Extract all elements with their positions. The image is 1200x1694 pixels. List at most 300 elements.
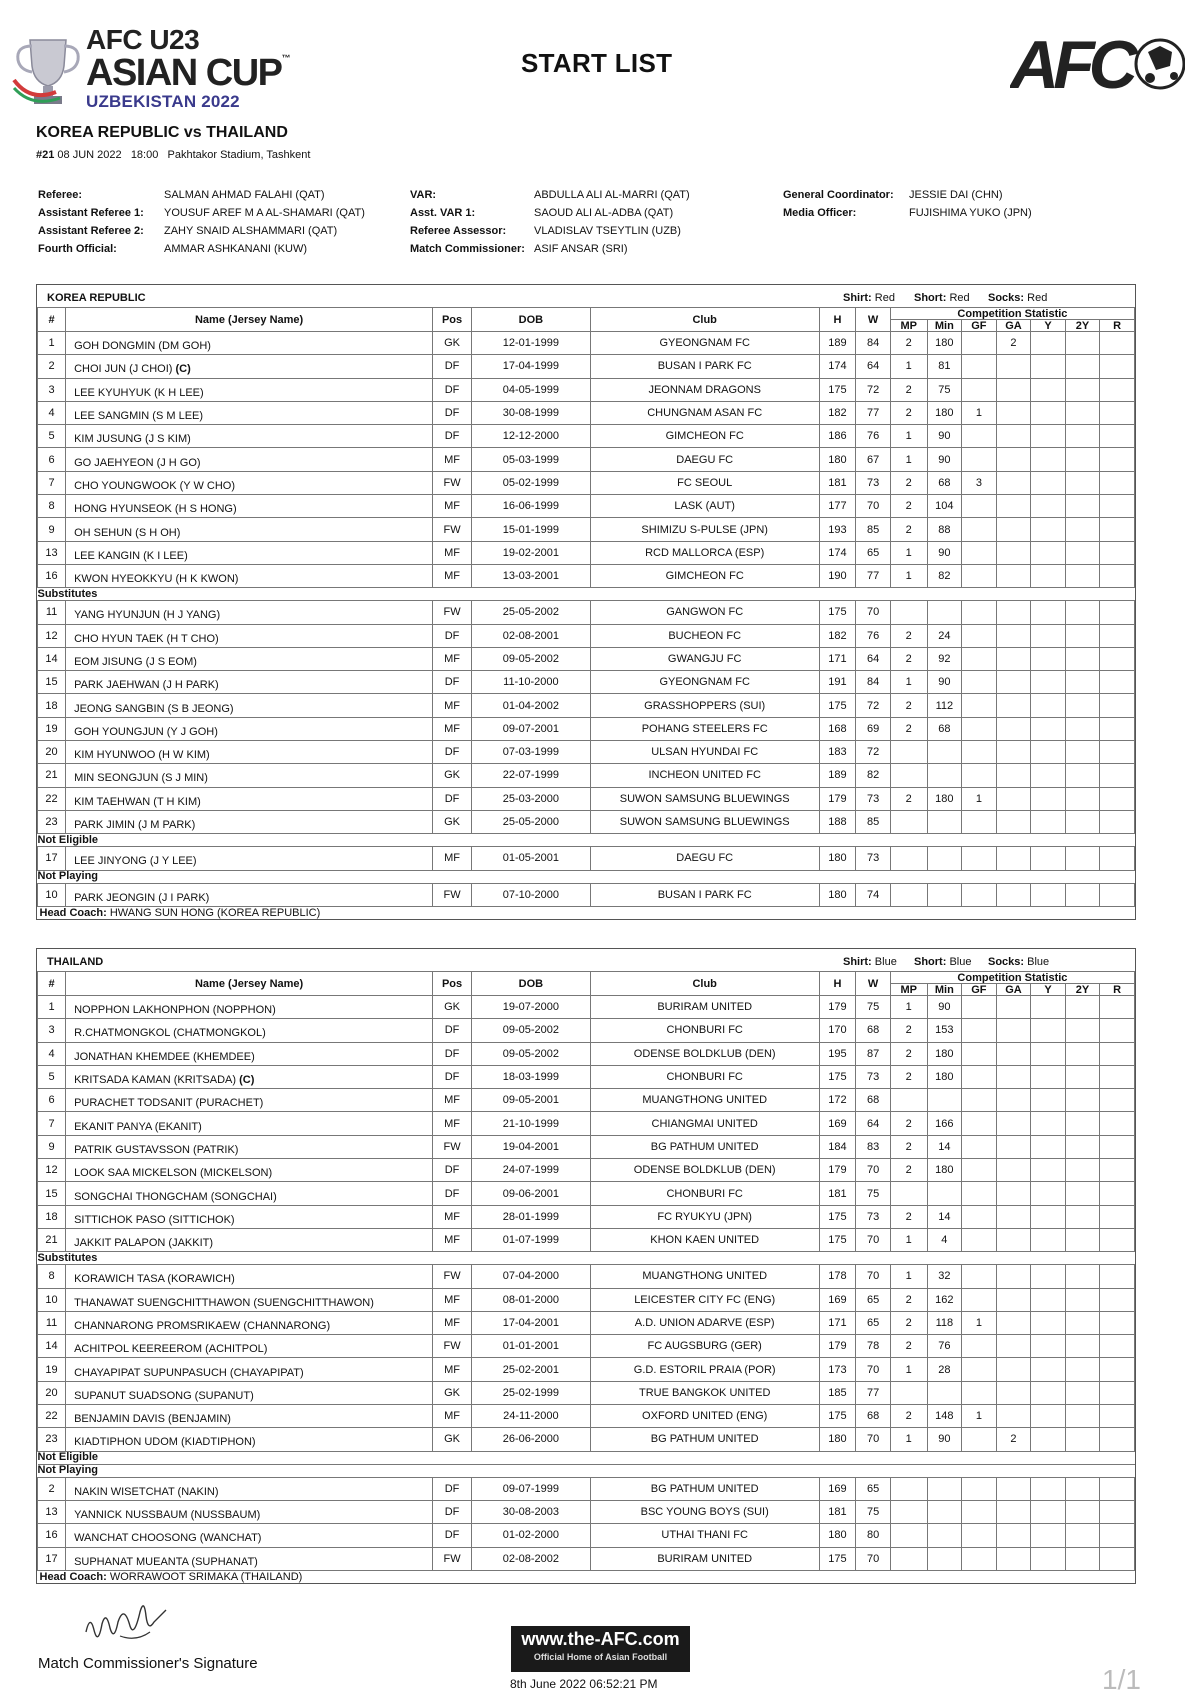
team-header	[37, 285, 1135, 307]
player-dob: 02-08-2001	[472, 624, 591, 647]
player-weight: 73	[856, 847, 891, 870]
player-dob: 24-11-2000	[472, 1405, 591, 1428]
head-coach-name: HWANG SUN HONG (KOREA REPUBLIC)	[109, 907, 321, 920]
player-number: 16	[38, 1524, 66, 1547]
stat-mp: 2	[890, 1159, 927, 1182]
player-name: THANAWAT SUENGCHITTHAWON (SUENGCHITTHAWON)	[74, 1296, 374, 1309]
player-dob: 09-05-2002	[472, 1019, 591, 1042]
player-name: JONATHAN KHEMDEE (KHEMDEE)	[74, 1050, 255, 1063]
player-position: FW	[433, 518, 472, 541]
player-name: OH SEHUN (S H OH)	[74, 526, 181, 539]
player-name-cell	[66, 378, 433, 401]
player-name: NOPPHON LAKHONPHON (NOPPHON)	[74, 1004, 276, 1017]
player-row	[38, 694, 1135, 717]
player-number: 22	[38, 1405, 66, 1428]
player-position: FW	[433, 1547, 472, 1570]
kit-label: Shirt:	[843, 292, 872, 304]
stat-r	[1100, 518, 1135, 541]
stat-mp: 2	[890, 1405, 927, 1428]
player-club: LASK (AUT)	[590, 495, 819, 518]
player-row	[38, 1500, 1135, 1523]
player-name: PURACHET TODSANIT (PURACHET)	[74, 1097, 264, 1110]
stat-gf: 1	[962, 787, 997, 810]
stat-ga	[996, 883, 1031, 906]
player-number: 14	[38, 647, 66, 670]
stat-y	[1031, 1358, 1066, 1381]
stat-ga	[996, 1228, 1031, 1251]
stat-gf: 1	[962, 1311, 997, 1334]
stat-gf	[962, 1089, 997, 1112]
stat-gf	[962, 883, 997, 906]
player-name: KIADTIPHON UDOM (KIADTIPHON)	[74, 1436, 256, 1449]
team-section-korea	[36, 284, 1136, 920]
stat-y2	[1065, 1381, 1100, 1404]
player-club: FC SEOUL	[590, 471, 819, 494]
stat-y	[1031, 787, 1066, 810]
stat-r	[1100, 1500, 1135, 1523]
player-position: FW	[433, 601, 472, 624]
player-name-cell	[66, 1089, 433, 1112]
stat-ga	[996, 1335, 1031, 1358]
player-height: 168	[819, 717, 856, 740]
player-position: MF	[433, 1089, 472, 1112]
stat-ga	[996, 564, 1031, 587]
player-name-cell	[66, 601, 433, 624]
player-name-cell	[66, 810, 433, 833]
player-number: 11	[38, 601, 66, 624]
stat-r	[1100, 1205, 1135, 1228]
stat-ga	[996, 1358, 1031, 1381]
player-club: SHIMIZU S-PULSE (JPN)	[590, 518, 819, 541]
player-club: BUSAN I PARK FC	[590, 355, 819, 378]
player-position: DF	[433, 1065, 472, 1088]
player-weight: 85	[856, 810, 891, 833]
stat-y2	[1065, 847, 1100, 870]
stat-y2	[1065, 1358, 1100, 1381]
stat-min	[927, 1547, 962, 1570]
player-number: 1	[38, 332, 66, 355]
stat-r	[1100, 1428, 1135, 1451]
player-row	[38, 810, 1135, 833]
player-club: POHANG STEELERS FC	[590, 717, 819, 740]
player-weight: 68	[856, 1405, 891, 1428]
stat-min	[927, 1524, 962, 1547]
stat-y2	[1065, 355, 1100, 378]
stat-min: 166	[927, 1112, 962, 1135]
stat-mp: 2	[890, 332, 927, 355]
stat-ga	[996, 1089, 1031, 1112]
stat-gf	[962, 1524, 997, 1547]
player-name: CHOI JUN (J CHOI)	[74, 363, 173, 376]
stat-gf	[962, 1065, 997, 1088]
player-height: 175	[819, 601, 856, 624]
stat-y	[1031, 378, 1066, 401]
official-label: Match Commissioner:	[410, 243, 525, 255]
stat-y2	[1065, 717, 1100, 740]
player-dob: 09-05-2002	[472, 647, 591, 670]
stat-y2	[1065, 518, 1100, 541]
player-number: 13	[38, 1500, 66, 1523]
player-weight: 74	[856, 883, 891, 906]
player-name: GOH YOUNGJUN (Y J GOH)	[74, 725, 218, 738]
player-position: MF	[433, 647, 472, 670]
player-club: CHIANGMAI UNITED	[590, 1112, 819, 1135]
official-value: SAOUD ALI AL-ADBA (QAT)	[534, 207, 674, 219]
stat-min: 88	[927, 518, 962, 541]
player-number: 14	[38, 1335, 66, 1358]
head-coach-row	[38, 1570, 1135, 1583]
kit-socks	[988, 292, 1047, 304]
player-name-cell	[66, 996, 433, 1019]
player-club: UTHAI THANI FC	[590, 1524, 819, 1547]
player-number: 16	[38, 564, 66, 587]
player-number: 7	[38, 1112, 66, 1135]
player-club: GYEONGNAM FC	[590, 332, 819, 355]
player-row	[38, 518, 1135, 541]
player-name: EKANIT PANYA (EKANIT)	[74, 1120, 202, 1133]
stat-gf	[962, 1477, 997, 1500]
kit-color: Red	[1027, 292, 1048, 304]
player-dob: 07-03-1999	[472, 741, 591, 764]
stat-y2	[1065, 624, 1100, 647]
player-name: PARK JEONGIN (J I PARK)	[74, 891, 210, 904]
player-weight: 73	[856, 787, 891, 810]
stat-y2	[1065, 647, 1100, 670]
stat-ga	[996, 671, 1031, 694]
stat-y	[1031, 810, 1066, 833]
stat-r	[1100, 1182, 1135, 1205]
stat-min: 32	[927, 1265, 962, 1288]
player-dob: 09-07-1999	[472, 1477, 591, 1500]
player-club: KHON KAEN UNITED	[590, 1228, 819, 1251]
player-weight: 75	[856, 1182, 891, 1205]
stat-y2	[1065, 1135, 1100, 1158]
player-height: 180	[819, 1524, 856, 1547]
stat-min: 162	[927, 1288, 962, 1311]
section-row	[38, 1252, 1135, 1265]
svg-text:AFC: AFC	[1010, 30, 1132, 100]
player-row	[38, 378, 1135, 401]
player-dob: 01-01-2001	[472, 1335, 591, 1358]
player-dob: 09-07-2001	[472, 717, 591, 740]
stat-y	[1031, 1159, 1066, 1182]
player-dob: 01-02-2000	[472, 1524, 591, 1547]
player-dob: 19-07-2000	[472, 996, 591, 1019]
player-name-cell	[66, 1311, 433, 1334]
player-name: HONG HYUNSEOK (H S HONG)	[74, 503, 237, 516]
head-coach-name: WORRAWOOT SRIMAKA (THAILAND)	[109, 1571, 303, 1584]
player-row	[38, 717, 1135, 740]
stat-y2	[1065, 671, 1100, 694]
stat-ga	[996, 518, 1031, 541]
stat-gf	[962, 541, 997, 564]
player-weight: 84	[856, 332, 891, 355]
section-row	[38, 1464, 1135, 1477]
player-row	[38, 1182, 1135, 1205]
player-name-cell	[66, 1500, 433, 1523]
player-row	[38, 787, 1135, 810]
player-height: 175	[819, 378, 856, 401]
player-weight: 84	[856, 671, 891, 694]
stat-mp: 1	[890, 425, 927, 448]
player-height: 170	[819, 1019, 856, 1042]
stat-y	[1031, 1182, 1066, 1205]
player-weight: 65	[856, 1288, 891, 1311]
stat-min: 14	[927, 1135, 962, 1158]
stat-y	[1031, 1135, 1066, 1158]
column-header-club: Club	[590, 308, 819, 332]
player-row	[38, 671, 1135, 694]
player-height: 180	[819, 1428, 856, 1451]
stat-mp: 2	[890, 1288, 927, 1311]
stat-y2	[1065, 810, 1100, 833]
player-dob: 04-05-1999	[472, 378, 591, 401]
stat-ga	[996, 1311, 1031, 1334]
player-weight: 70	[856, 1358, 891, 1381]
stat-y2	[1065, 1112, 1100, 1135]
stat-min	[927, 1500, 962, 1523]
player-position: MF	[433, 1112, 472, 1135]
stat-ga	[996, 787, 1031, 810]
player-position: FW	[433, 1135, 472, 1158]
player-dob: 05-03-1999	[472, 448, 591, 471]
player-name: KRITSADA KAMAN (KRITSADA)	[74, 1074, 237, 1087]
player-name: KIM TAEHWAN (T H KIM)	[74, 795, 201, 808]
stat-ga	[996, 1065, 1031, 1088]
stat-mp	[890, 1547, 927, 1570]
stat-mp	[890, 847, 927, 870]
player-weight: 76	[856, 624, 891, 647]
column-header-dob: DOB	[472, 308, 591, 332]
stat-min: 90	[927, 448, 962, 471]
player-number: 6	[38, 448, 66, 471]
player-position: MF	[433, 448, 472, 471]
stat-ga	[996, 448, 1031, 471]
player-name-cell	[66, 671, 433, 694]
stat-min: 153	[927, 1019, 962, 1042]
player-name: MIN SEONGJUN (S J MIN)	[74, 772, 208, 785]
player-weight: 85	[856, 518, 891, 541]
stat-y2	[1065, 1265, 1100, 1288]
stat-r	[1100, 787, 1135, 810]
stat-y	[1031, 1205, 1066, 1228]
player-row	[38, 564, 1135, 587]
player-number: 23	[38, 810, 66, 833]
stat-mp: 1	[890, 448, 927, 471]
player-height: 177	[819, 495, 856, 518]
stat-r	[1100, 1019, 1135, 1042]
stat-y	[1031, 1288, 1066, 1311]
player-dob: 07-10-2000	[472, 883, 591, 906]
stat-min: 118	[927, 1311, 962, 1334]
stat-gf	[962, 717, 997, 740]
website-banner[interactable]	[511, 1626, 690, 1672]
player-name-cell	[66, 448, 433, 471]
stat-min	[927, 1381, 962, 1404]
player-height: 175	[819, 1405, 856, 1428]
player-number: 10	[38, 883, 66, 906]
player-height: 180	[819, 883, 856, 906]
player-height: 175	[819, 1205, 856, 1228]
player-name: LEE KYUHYUK (K H LEE)	[74, 386, 204, 399]
signature-label: Match Commissioner's Signature	[38, 1655, 258, 1672]
player-position: FW	[433, 1335, 472, 1358]
player-number: 4	[38, 401, 66, 424]
player-position: DF	[433, 671, 472, 694]
player-name: CHO YOUNGWOOK (Y W CHO)	[74, 479, 235, 492]
stat-r	[1100, 847, 1135, 870]
stat-gf	[962, 1358, 997, 1381]
player-row	[38, 495, 1135, 518]
column-header-mp: MP	[890, 984, 927, 996]
stat-r	[1100, 1042, 1135, 1065]
player-position: GK	[433, 332, 472, 355]
stat-gf	[962, 671, 997, 694]
logo-line-1: AFC U23	[86, 24, 200, 55]
column-header-w: W	[856, 972, 891, 996]
stat-ga	[996, 717, 1031, 740]
stat-mp: 2	[890, 624, 927, 647]
trophy-icon	[10, 32, 86, 112]
stat-r	[1100, 1358, 1135, 1381]
player-weight: 77	[856, 401, 891, 424]
player-weight: 73	[856, 1065, 891, 1088]
player-position: DF	[433, 1524, 472, 1547]
player-position: GK	[433, 1381, 472, 1404]
stat-min	[927, 883, 962, 906]
player-number: 8	[38, 1265, 66, 1288]
section-row	[38, 834, 1135, 847]
official-label: Asst. VAR 1:	[410, 207, 476, 219]
official-label: VAR:	[410, 189, 437, 201]
player-club: ODENSE BOLDKLUB (DEN)	[590, 1042, 819, 1065]
player-position: GK	[433, 1428, 472, 1451]
player-height: 185	[819, 1381, 856, 1404]
player-number: 21	[38, 1228, 66, 1251]
player-height: 195	[819, 1042, 856, 1065]
player-number: 2	[38, 1477, 66, 1500]
player-name: PARK JAEHWAN (J H PARK)	[74, 679, 219, 692]
captain-badge: (C)	[175, 363, 191, 376]
stat-r	[1100, 425, 1135, 448]
player-row	[38, 1358, 1135, 1381]
roster-table	[37, 971, 1135, 1583]
stat-mp	[890, 1524, 927, 1547]
kit-label: Short:	[914, 292, 947, 304]
stat-mp: 2	[890, 717, 927, 740]
official-value: ABDULLA ALI AL-MARRI (QAT)	[534, 189, 690, 201]
player-dob: 08-01-2000	[472, 1288, 591, 1311]
stat-min: 76	[927, 1335, 962, 1358]
player-name-cell	[66, 1135, 433, 1158]
player-position: MF	[433, 1205, 472, 1228]
stat-r	[1100, 1112, 1135, 1135]
stat-mp	[890, 601, 927, 624]
logo-line-2: ASIAN CUP™	[86, 52, 290, 94]
player-height: 174	[819, 541, 856, 564]
player-weight: 70	[856, 1159, 891, 1182]
player-row	[38, 624, 1135, 647]
stat-mp: 2	[890, 1205, 927, 1228]
player-row	[38, 1335, 1135, 1358]
player-number: 6	[38, 1089, 66, 1112]
player-club: TRUE BANGKOK UNITED	[590, 1381, 819, 1404]
stat-ga	[996, 1042, 1031, 1065]
player-row	[38, 425, 1135, 448]
player-name: YANNICK NUSSBAUM (NUSSBAUM)	[74, 1509, 261, 1522]
player-position: MF	[433, 694, 472, 717]
player-weight: 72	[856, 694, 891, 717]
stat-ga	[996, 624, 1031, 647]
stat-mp: 2	[890, 471, 927, 494]
stat-mp	[890, 1477, 927, 1500]
player-name-cell	[66, 425, 433, 448]
stat-gf	[962, 624, 997, 647]
stat-y	[1031, 401, 1066, 424]
player-position: DF	[433, 624, 472, 647]
player-name: SITTICHOK PASO (SITTICHOK)	[74, 1213, 235, 1226]
column-header-row	[38, 308, 1135, 320]
stat-y	[1031, 1381, 1066, 1404]
player-club: A.D. UNION ADARVE (ESP)	[590, 1311, 819, 1334]
head-coach	[38, 1570, 1135, 1583]
player-height: 179	[819, 996, 856, 1019]
stat-mp: 2	[890, 647, 927, 670]
stat-r	[1100, 1265, 1135, 1288]
player-club: MUANGTHONG UNITED	[590, 1265, 819, 1288]
player-position: FW	[433, 471, 472, 494]
stat-gf	[962, 1335, 997, 1358]
player-dob: 01-05-2001	[472, 847, 591, 870]
player-row	[38, 601, 1135, 624]
player-weight: 73	[856, 471, 891, 494]
stat-mp: 2	[890, 1042, 927, 1065]
player-club: LEICESTER CITY FC (ENG)	[590, 1288, 819, 1311]
player-dob: 05-02-1999	[472, 471, 591, 494]
player-weight: 70	[856, 601, 891, 624]
player-number: 9	[38, 1135, 66, 1158]
match-title: KOREA REPUBLIC vs THAILAND	[36, 124, 288, 141]
stat-y	[1031, 425, 1066, 448]
stat-min: 104	[927, 495, 962, 518]
stat-ga	[996, 1112, 1031, 1135]
player-dob: 24-07-1999	[472, 1159, 591, 1182]
player-club: GIMCHEON FC	[590, 425, 819, 448]
kit-label: Socks:	[988, 292, 1025, 304]
column-header-name: Name (Jersey Name)	[66, 972, 433, 996]
section-label-substitutes: Substitutes	[38, 588, 1135, 601]
stat-min: 180	[927, 1159, 962, 1182]
stat-gf	[962, 495, 997, 518]
stat-gf	[962, 564, 997, 587]
kit-color: Blue	[874, 956, 897, 968]
player-club: GANGWON FC	[590, 601, 819, 624]
stat-y	[1031, 1089, 1066, 1112]
stat-mp: 2	[890, 787, 927, 810]
player-club: BG PATHUM UNITED	[590, 1428, 819, 1451]
stat-mp: 1	[890, 541, 927, 564]
player-height: 189	[819, 764, 856, 787]
stat-mp	[890, 1089, 927, 1112]
tournament-logo	[10, 22, 300, 112]
stat-ga	[996, 1288, 1031, 1311]
player-name: LEE KANGIN (K I LEE)	[74, 549, 188, 562]
website-url[interactable]: www.the-AFC.com	[521, 1629, 680, 1649]
stat-min	[927, 847, 962, 870]
player-row	[38, 1428, 1135, 1451]
stat-r	[1100, 1547, 1135, 1570]
official-label: Referee Assessor:	[410, 225, 507, 237]
